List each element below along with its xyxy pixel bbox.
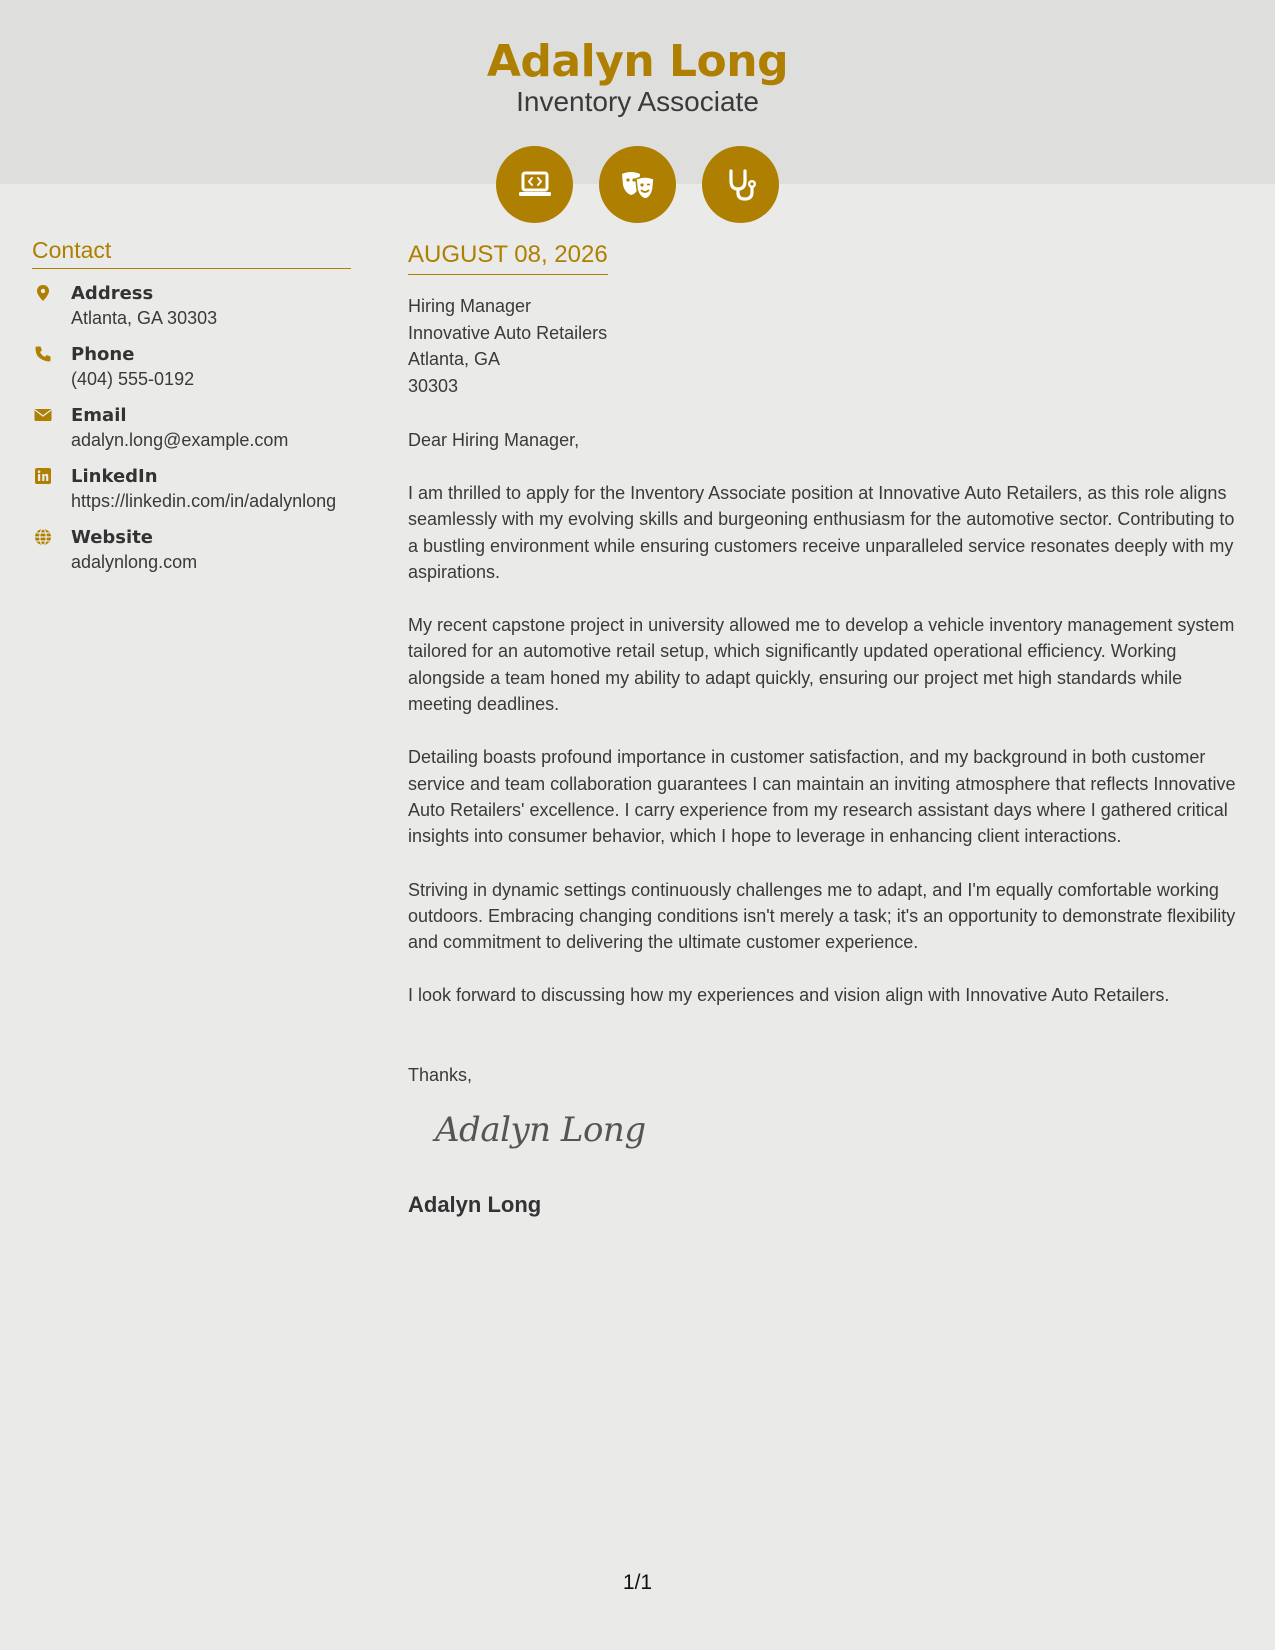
letter-paragraph: My recent capstone project in university allowed me to develop a vehicle inventory management system tailored for an automotive retail setup, which significantly updated operational efficiency. Working alongside a team honed my ability to adapt quickly, ensuring our project met high standards while meeting deadlines. [408, 615, 1235, 715]
laptop-code-icon [496, 146, 573, 223]
contact-value[interactable]: adalyn.long@example.com [71, 430, 289, 450]
contact-value: Atlanta, GA 30303 [71, 308, 218, 328]
contact-address [32, 281, 351, 331]
envelope-icon [34, 406, 52, 424]
letter-paragraph: I am thrilled to apply for the Inventory Associate position at Innovative Auto Retailers, as this role aligns seamlessly with my evolving skills and burgeoning enthusiasm for the automotive sector. Contributing to a bustling environment while ensuring customers receive unparalleled service resonates deeply with my aspirations. [408, 483, 1235, 582]
contact-linkedin [32, 464, 351, 514]
linkedin-icon [34, 467, 52, 485]
contact-heading: Contact [32, 237, 351, 269]
letter-date: AUGUST 08, 2026 [408, 241, 608, 275]
contact-label: Phone [71, 344, 135, 365]
interest-icons [496, 146, 779, 223]
contact-label: LinkedIn [71, 466, 158, 487]
contact-label: Address [71, 283, 154, 304]
recipient-block [408, 293, 1248, 399]
letter-paragraph: Striving in dynamic settings continuously challenges me to adapt, and I'm equally comfortable working outdoors. Embracing changing conditions isn't merely a task; it's an opportunity to demonstrate flexibility and commitment to delivering the ultimate customer experience. [408, 879, 1236, 953]
contact-value: (404) 555-0192 [71, 369, 195, 389]
closing: Thanks, [408, 1064, 473, 1085]
contact-email [32, 403, 351, 453]
recipient-line: 30303 [408, 375, 459, 396]
contact-value[interactable]: https://linkedin.com/in/adalynlong [71, 491, 337, 511]
contact-phone [32, 342, 351, 392]
globe-icon [34, 528, 52, 546]
letter-paragraph: Detailing boasts profound importance in customer satisfaction, and my background in both customer service and team collaboration guarantees I can maintain an inviting atmosphere that reflects Innovative Auto Retailers' excellence. I carry experience from my research assistant days where I gathered critical insights into consumer behavior, which I hope to leverage in enhancing client interactions. [408, 747, 1236, 847]
location-pin-icon [34, 284, 52, 302]
signer-name: Adalyn Long [408, 1191, 542, 1217]
recipient-line: Hiring Manager [408, 296, 532, 316]
contact-label: Website [71, 527, 154, 548]
job-title: Inventory Associate [516, 86, 759, 117]
contact-sidebar [32, 237, 351, 586]
contact-website [32, 525, 351, 575]
masks-theater-icon [599, 146, 676, 223]
handwritten-signature: Adalyn Long [435, 1109, 646, 1150]
letter-paragraph: I look forward to discussing how my experiences and vision align with Innovative Auto Retailers. [408, 985, 1170, 1006]
contact-value[interactable]: adalynlong.com [71, 552, 198, 572]
stethoscope-icon [702, 146, 779, 223]
recipient-line: Atlanta, GA [408, 349, 501, 369]
applicant-name: Adalyn Long [486, 36, 789, 87]
salutation: Dear Hiring Manager, [408, 430, 580, 450]
phone-icon [34, 345, 52, 363]
contact-label: Email [71, 405, 127, 426]
contact-list [32, 281, 351, 575]
page-indicator: 1/1 [622, 1571, 653, 1594]
letter-body [408, 241, 1248, 1218]
recipient-line: Innovative Auto Retailers [408, 322, 608, 343]
